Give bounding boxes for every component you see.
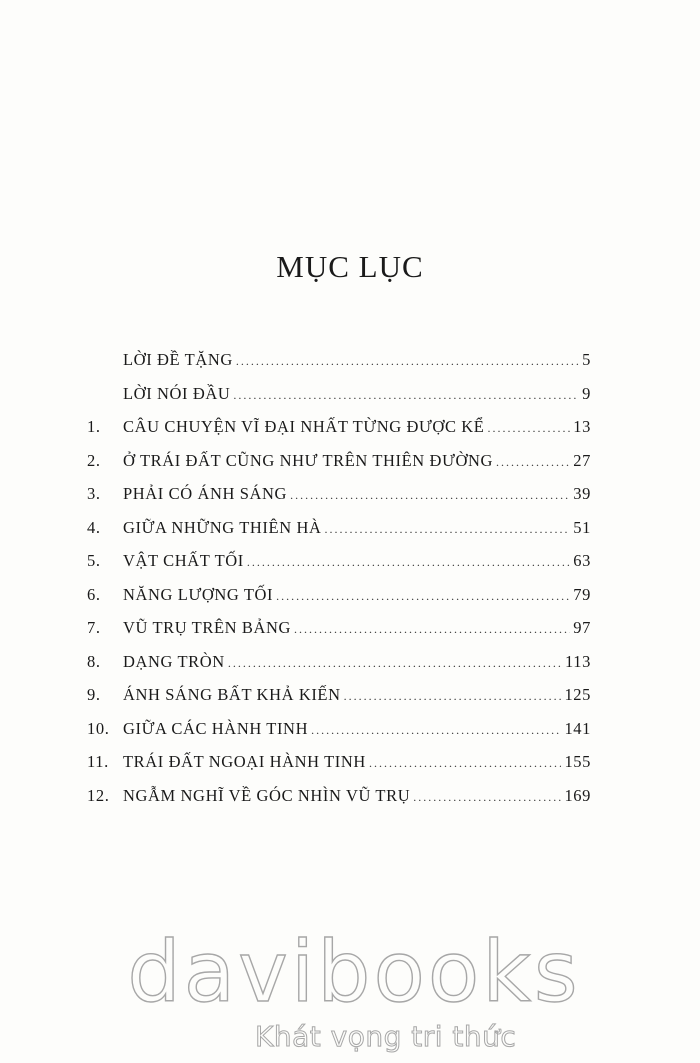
- toc-entry: [87, 417, 591, 451]
- toc-entry-title: LỜI NÓI ĐẦU: [123, 383, 231, 403]
- toc-entry: [87, 685, 591, 719]
- toc-entry-title: NĂNG LƯỢNG TỐI: [123, 584, 274, 604]
- toc-entry-page: 169: [564, 785, 591, 805]
- toc-entry: [87, 752, 591, 786]
- toc-entry-page: 13: [573, 417, 591, 436]
- toc-entry: [87, 585, 591, 619]
- toc-entry-page: 79: [573, 584, 591, 604]
- toc-dot-leader: [290, 488, 570, 503]
- toc-entry-title: VŨ TRỤ TRÊN BẢNG: [123, 618, 292, 637]
- watermark-logo: davibooks: [127, 923, 581, 1021]
- toc-entry: [87, 451, 591, 485]
- toc-entry-page: 5: [582, 350, 591, 369]
- toc-entry: [87, 350, 591, 384]
- toc-entry-title: TRÁI ĐẤT NGOẠI HÀNH TINH: [123, 752, 366, 771]
- page-title: MỤC LỤC: [276, 248, 424, 284]
- toc-entry-number: 6.: [87, 584, 101, 604]
- toc-entry-number: 8.: [87, 651, 101, 671]
- toc-entry-number: 10.: [87, 718, 110, 738]
- toc-entry-number: 1.: [87, 417, 101, 436]
- toc-dot-leader: [247, 555, 570, 570]
- toc-entry-page: 9: [582, 383, 591, 403]
- toc-entry-page: 51: [573, 517, 591, 537]
- toc-entry-title: LỜI ĐỀ TẶNG: [123, 350, 233, 369]
- toc-dot-leader: [294, 622, 570, 637]
- toc-entry-number: 3.: [87, 484, 101, 503]
- toc-dot-leader: [311, 723, 561, 738]
- toc-entry: [87, 652, 591, 686]
- toc-entry: [87, 618, 591, 652]
- toc-entry-title: DẠNG TRÒN: [123, 651, 225, 671]
- toc-dot-leader: [344, 689, 562, 704]
- toc-entry-title: VẬT CHẤT TỐI: [123, 551, 244, 570]
- toc-dot-leader: [369, 756, 562, 771]
- toc-dot-leader: [228, 656, 562, 671]
- toc-entry-page: 63: [573, 551, 591, 570]
- toc-entry-title: Ở TRÁI ĐẤT CŨNG NHƯ TRÊN THIÊN ĐƯỜNG: [123, 450, 494, 470]
- toc-entry: [87, 484, 591, 518]
- toc-entry-title: ÁNH SÁNG BẤT KHẢ KIẾN: [123, 685, 341, 704]
- watermark-tagline: Khát vọng tri thức: [255, 1020, 517, 1053]
- toc-entry-page: 155: [564, 752, 591, 771]
- toc-dot-leader: [487, 421, 570, 436]
- toc-entry-title: CÂU CHUYỆN VĨ ĐẠI NHẤT TỪNG ĐƯỢC KỂ: [123, 417, 485, 436]
- toc-dot-leader: [276, 589, 570, 604]
- toc-entry: [87, 786, 591, 820]
- toc-dot-leader: [236, 354, 579, 369]
- watermark: [0, 923, 700, 1053]
- toc-entry: [87, 551, 591, 585]
- toc-entry-number: 2.: [87, 450, 101, 470]
- toc-entry-page: 141: [564, 718, 591, 738]
- toc-dot-leader: [496, 455, 570, 470]
- toc-entry-number: 4.: [87, 517, 101, 537]
- toc-entry-number: 5.: [87, 551, 101, 570]
- toc-dot-leader: [413, 790, 561, 805]
- toc-entry-number: 7.: [87, 618, 101, 637]
- toc-entry-title: GIỮA CÁC HÀNH TINH: [123, 718, 309, 738]
- toc-entry-page: 39: [573, 484, 591, 503]
- toc-entry-number: 12.: [87, 785, 110, 805]
- toc-entry: [87, 384, 591, 418]
- toc-entry-page: 113: [565, 651, 591, 671]
- toc-entry-page: 27: [573, 450, 591, 470]
- toc-entry-page: 97: [573, 618, 591, 637]
- toc-entry: [87, 719, 591, 753]
- toc-entry-title: GIỮA NHỮNG THIÊN HÀ: [123, 517, 322, 537]
- toc-entry-title: NGẪM NGHĨ VỀ GÓC NHÌN VŨ TRỤ: [123, 785, 411, 805]
- table-of-contents: [87, 350, 591, 819]
- toc-entry-number: 9.: [87, 685, 101, 704]
- toc-entry-number: 11.: [87, 752, 109, 771]
- toc-entry-title: PHẢI CÓ ÁNH SÁNG: [123, 484, 288, 503]
- toc-dot-leader: [324, 522, 570, 537]
- toc-entry-page: 125: [564, 685, 591, 704]
- toc-dot-leader: [233, 388, 579, 403]
- toc-entry: [87, 518, 591, 552]
